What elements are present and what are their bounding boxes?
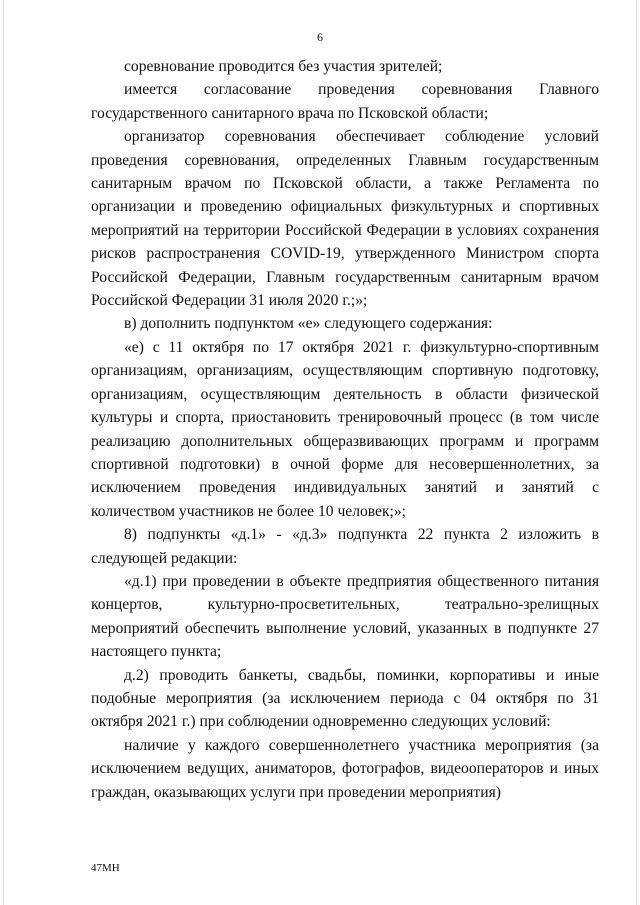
page-number: 6 xyxy=(317,30,323,44)
paragraph: «е) с 11 октября по 17 октября 2021 г. физкультурно-спортивным организациям, организациям, осуществляющим спортивную подготовку, организациям, осуществляющим деятельность в области физической культуры и спорта, приостановить тренировочный процесс (в том числе реализацию дополнительных общеразвивающих программ и программ спортивной подготовки) в очной форме для несовершеннолетних, за исключением проведения индивидуальных занятий и занятий с количеством участников не более 10 человек;»; xyxy=(91,338,599,520)
paragraph: наличие у каждого совершеннолетнего участника мероприятия (за исключением ведущих, аниматоров, фотографов, видеооператоров и иных граждан, оказывающих услуги при проведении мероприятия) xyxy=(91,736,599,801)
scan-edge-right xyxy=(636,0,637,905)
paragraph: организатор соревнования обеспечивает соблюдение условий проведения соревнования, определенных Главным государственным санитарным врачом по Псковской области, а также Регламента по организации и проведению официальных физкультурных и спортивных мероприятий на территории Российской Федерации в условиях сохранения рисков распространения COVID-19, утвержденного Министром спорта Российской Федерации, Главным государственным санитарным врачом Российской Федерации 31 июля 2020 г.;»; xyxy=(91,128,599,310)
paragraph: «д.1) при проведении в объекте предприятия общественного питания концертов, культурно-просветительных, театрально-зрелищных мероприятий обеспечить выполнение условий, указанных в подпункте 27 настоящего пункта; xyxy=(91,572,599,661)
paragraph: в) дополнить подпунктом «е» следующего содержания: xyxy=(124,315,493,333)
document-body xyxy=(91,55,599,804)
paragraph: имеется согласование проведения соревнования Главного государственного санитарного врача по Псковской области; xyxy=(91,81,599,122)
footer-code: 47МН xyxy=(91,862,120,874)
paragraph: соревнование проводится без участия зрителей; xyxy=(124,58,443,75)
paragraph: 8) подпункты «д.1» - «д.3» подпункта 22 пункта 2 изложить в следующей редакции: xyxy=(91,526,599,567)
paragraph: д.2) проводить банкеты, свадьбы, поминки, корпоративы и иные подобные мероприятия (за исключением периода с 04 октября по 31 октября 2021 г.) при соблюдении одновременно следующих условий: xyxy=(91,666,599,731)
scan-edge-left xyxy=(3,0,4,905)
